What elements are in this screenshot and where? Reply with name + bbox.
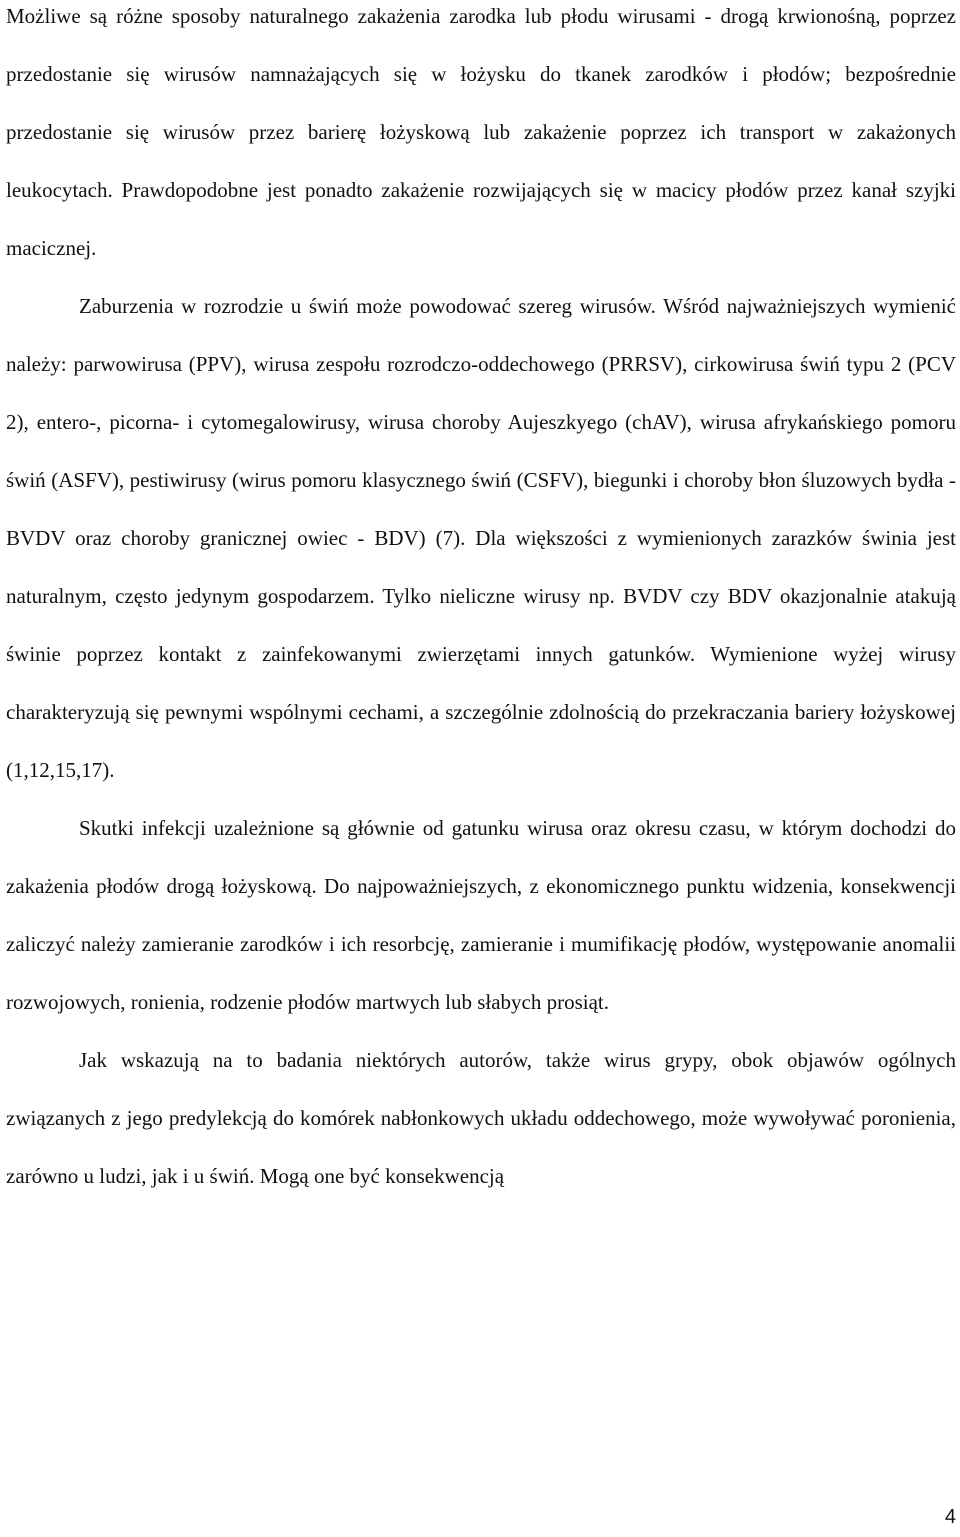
paragraph-1: Możliwe są różne sposoby naturalnego zakażenia zarodka lub płodu wirusami - drogą krwionośną, poprzez przedostanie się wirusów namnażających się w łożysku do tkanek zarodków i płodów; bezpośrednie przedostanie się wirusów przez barierę łożyskową lub zakażenie poprzez ich transport w zakażonych leukocytach. Prawdopodobne jest ponadto zakażenie rozwijających się w macicy płodów przez kanał szyjki macicznej. — [6, 4, 956, 260]
paragraph-2: Zaburzenia w rozrodzie u świń może powodować szereg wirusów. Wśród najważniejszych wymienić należy: parwowirusa (PPV), wirusa zespołu rozrodczo-oddechowego (PRRSV), cirkowirusa świń typu 2 (PCV 2), entero-, picorna- i cytomegalowirusy, wirusa choroby Aujeszkyego (chAV), wirusa afrykańskiego pomoru świń (ASFV), pestiwirusy (wirus pomoru klasycznego świń (CSFV), biegunki i choroby błon śluzowych bydła - BVDV oraz choroby granicznej owiec - BDV) (7). Dla większości z wymienionych zarazków świnia jest naturalnym, często jedynym gospodarzem. Tylko nieliczne wirusy np. BVDV czy BDV okazjonalnie atakują świnie poprzez kontakt z zainfekowanymi zwierzętami innych gatunków. Wymienione wyżej wirusy charakteryzują się pewnymi wspólnymi cechami, a szczególnie zdolnością do przekraczania bariery łożyskowej (1,12,15,17). — [6, 294, 956, 782]
body-text — [6, 0, 956, 1205]
paragraph-3: Skutki infekcji uzależnione są głównie od gatunku wirusa oraz okresu czasu, w którym dochodzi do zakażenia płodów drogą łożyskową. Do najpoważniejszych, z ekonomicznego punktu widzenia, konsekwencji zaliczyć należy zamieranie zarodków i ich resorbcję, zamieranie i mumifikację płodów, występowanie anomalii rozwojowych, ronienia, rodzenie płodów martwych lub słabych prosiąt. — [6, 816, 956, 1014]
paragraph-4: Jak wskazują na to badania niektórych autorów, także wirus grypy, obok objawów ogólnych związanych z jego predylekcją do komórek nabłonkowych układu oddechowego, może wywoływać poronienia, zarówno u ludzi, jak i u świń. Mogą one być konsekwencją — [6, 1048, 956, 1188]
page-number: 4 — [944, 1506, 956, 1528]
